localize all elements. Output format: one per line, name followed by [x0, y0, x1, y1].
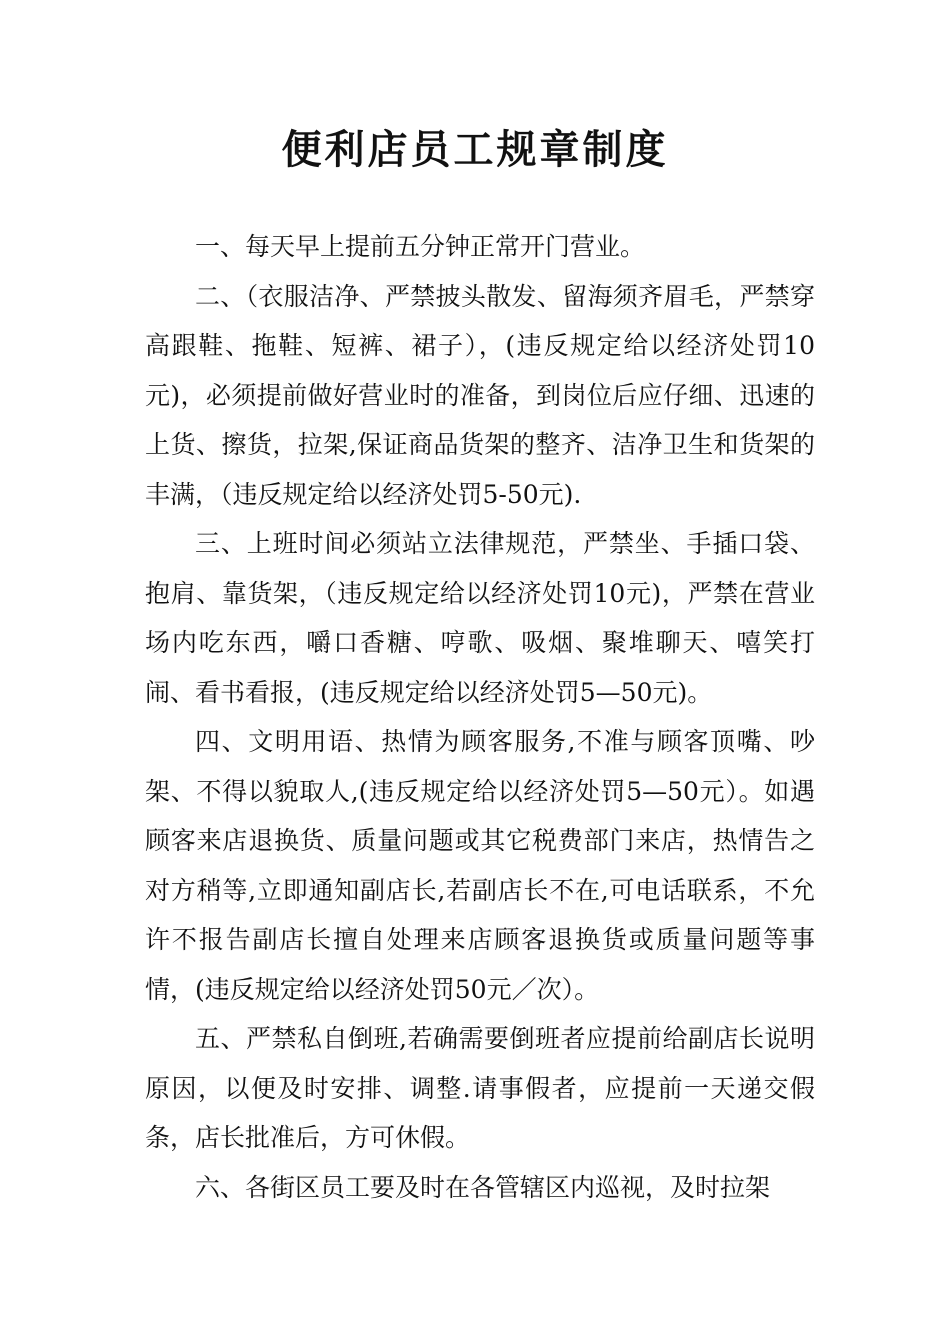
paragraph-6: 六、各街区员工要及时在各管辖区内巡视，及时拉架 [195, 1172, 771, 1202]
paragraph-3: 三、上班时间必须站立法律规范，严禁坐、手插口袋、抱肩、靠货架，（违反规定给以经济处罚10元)，严禁在营业场内吃东西，嚼口香糖、哼歌、吸烟、聚堆聊天、嘻笑打闹、看书看报，(违反规定给以经济处罚5—50元)。 [145, 529, 815, 707]
document-body [145, 222, 815, 1212]
paragraph-4: 四、文明用语、热情为顾客服务,不准与顾客顶嘴、吵架、不得以貌取人,(违反规定给以经济处罚5—50元）。如遇顾客来店退换货、质量问题或其它税费部门来店，热情告之对方稍等,立即通知副店长,若副店长不在,可电话联系，不允许不报告副店长擅自处理来店顾客退换货或质量问题等事情，(违反规定给以经济处罚50元／次）。 [145, 727, 815, 1004]
paragraph-5: 五、严禁私自倒班,若确需要倒班者应提前给副店长说明原因，以便及时安排、调整.请事假者，应提前一天递交假条，店长批准后，方可休假。 [145, 1024, 815, 1152]
paragraph-1: 一、每天早上提前五分钟正常开门营业。 [195, 232, 646, 261]
document-title: 便利店员工规章制度 [281, 126, 669, 173]
paragraph-2: 二、（衣服洁净、严禁披头散发、留海须齐眉毛，严禁穿高跟鞋、拖鞋、短裤、裙子），(违反规定给以经济处罚10元)，必须提前做好营业时的准备，到岗位后应仔细、迅速的上货、擦货，拉架,保证商品货架的整齐、洁净卫生和货架的丰满，（违反规定给以经济处罚5-50元). [145, 281, 815, 509]
